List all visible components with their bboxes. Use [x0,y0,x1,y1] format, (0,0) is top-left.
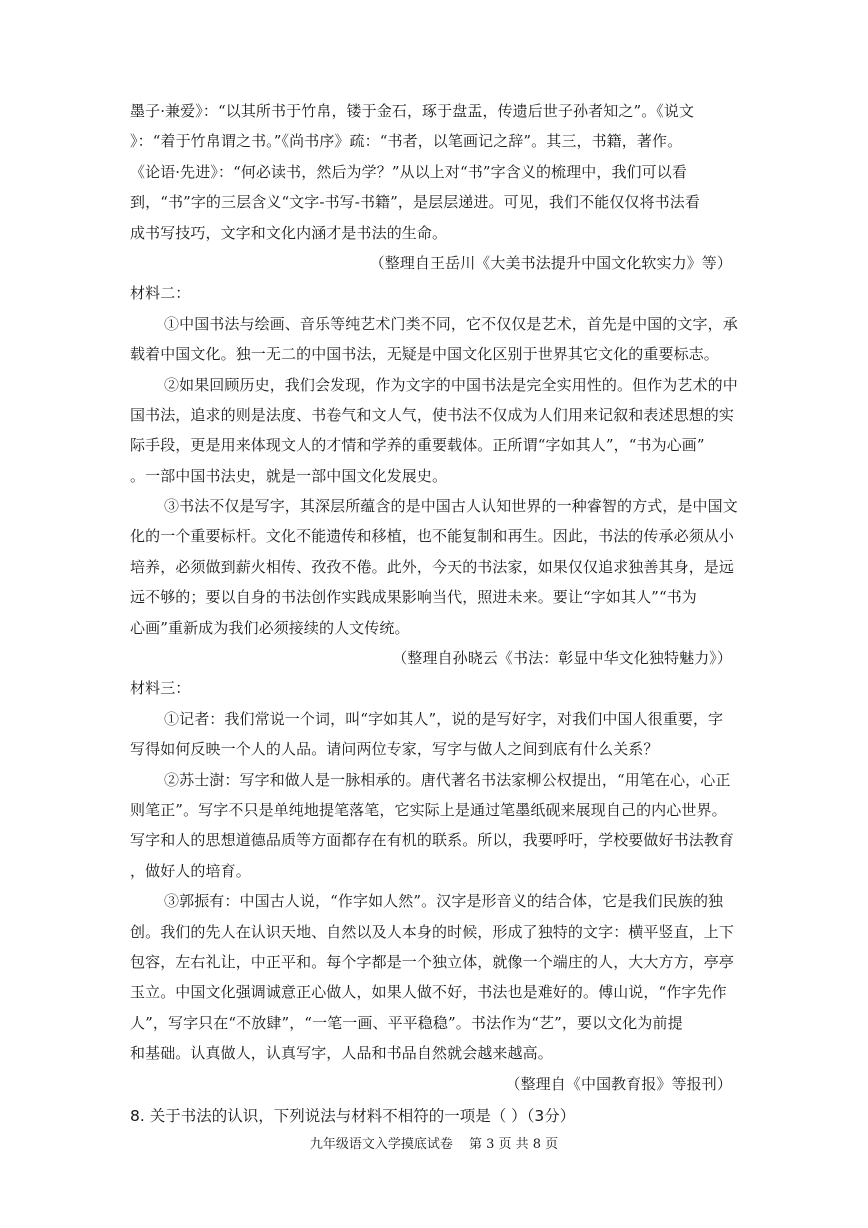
text-line: 化的一个重要标杆。文化不能遗传和移植，也不能复制和再生。因此，书法的传承必须从小 [130,527,735,546]
text-line: 人”，写字只在“不放肆”，“一笔一画、平平稳稳”。书法作为“艺”，要以文化为前提 [130,1013,683,1032]
text-line: 和基础。认真做人，认真写字，人品和书品自然就会越来越高。 [130,1044,553,1063]
text-line: 。一部中国书法史，就是一部中国文化发展史。 [130,466,448,485]
text-line: 到，“书”字的三层含义“文字-书写-书籍”，是层层递进。可见，我们不能仅仅将书法看 [130,193,700,212]
text-line: ③书法不仅是写字，其深层所蕴含的是中国古人认知世界的一种睿智的方式，是中国文 [164,497,738,516]
text-line: 际手段，更是用来体现文人的才情和学养的重要载体。正所谓“字如其人”，“书为心画” [130,436,705,455]
text-line: 》：“着于竹帛谓之书。”《尚书序》疏：“书者，以笔画记之辞”。其三，书籍，著作。 [130,132,683,151]
text-line: 写字和人的思想道德品质等方面都存在有机的联系。所以，我要呼吁，学校要做好书法教育 [130,831,735,850]
intro-paragraph [130,96,742,248]
text-line: 载着中国文化。独一无二的中国书法，无疑是中国文化区别于世界其它文化的重要标志。 [130,345,719,364]
page-footer [0,1135,868,1155]
document-page [130,96,742,1131]
text-line: 远不够的；要以自身的书法创作实践成果影响当代，照进未来。要让“字如其人”“书为 [130,588,697,607]
text-line: 国书法，追求的则是法度、书卷气和文人气，使书法不仅成为人们用来记叙和表述思想的实 [130,405,735,424]
material-two-paragraph-3 [130,491,742,643]
material-two-paragraph-1 [130,309,742,370]
source-citation: （整理自王岳川《大美书法提升中国文化软实力》等） [369,253,732,272]
text-line: 墨子·兼爱》：“以其所书于竹帛，镂于金石，琢于盘盂，传遗后世子孙者知之”。《说文 [130,102,695,120]
text-line: ②苏士澍：写字和做人是一脉相承的。唐代著名书法家柳公权提出，“用笔在心，心正 [164,770,731,789]
text-line: 创。我们的先人在认识天地、自然以及人本身的时候，形成了独特的文字：横平竖直，上下 [130,922,735,941]
text-line: 心画”重新成为我们必须接续的人文传统。 [130,618,410,637]
source-citation: （整理自《中国教育报》等报刊） [505,1074,732,1093]
material-three-heading: 材料三： [130,679,191,698]
material-three-paragraph-1 [130,704,742,765]
source-citation: （整理自孙晓云《书法：彰显中华文化独特魅力》） [392,649,732,668]
text-line: 写得如何反映一个人的人品。请问两位专家，写字与做人之间到底有什么关系？ [130,740,659,759]
text-line: 培养，必须做到薪火相传、孜孜不倦。此外，今天的书法家，如果仅仅追求独善其身，是远 [130,557,735,576]
text-line: ③郭振有：中国古人说，“作字如人然”。汉字是形音义的结合体，它是我们民族的独 [164,892,724,911]
text-line: 《论语·先进》：“何必读书，然后为学？”从以上对“书”字含义的梳理中，我们可以看 [130,162,687,181]
material-two-paragraph-2 [130,370,742,492]
text-line: ②如果回顾历史，我们会发现，作为文字的中国书法是完全实用性的。但作为艺术的中 [164,375,738,394]
text-line: 玉立。中国文化强调诚意正心做人，如果人做不好，书法也是难好的。傅山说，“作字先作 [130,983,727,1002]
text-line: 包容，左右礼让，中正平和。每个字都是一个独立体，就像一个端庄的人，大大方方，亭亭 [130,952,735,971]
text-line: ①中国书法与绘画、音乐等纯艺术门类不同，它不仅仅是艺术，首先是中国的文字，承 [164,314,738,333]
text-line: 则笔正”。写字不只是单纯地提笔落笔，它实际上是通过笔墨纸砚来展现自己的内心世界。 [130,800,727,819]
text-line: ①记者：我们常说一个词，叫“字如其人”，说的是写好字，对我们中国人很重要，字 [164,709,724,728]
text-line: 成书写技巧，文字和文化内涵才是书法的生命。 [130,223,448,242]
page-number: 第 3 页 共 8 页 [468,1137,559,1152]
exam-title: 九年级语文入学摸底试卷 [309,1137,453,1152]
text-line: ，做好人的培育。 [130,861,251,880]
material-two-heading: 材料二： [130,284,191,303]
question-8: 8. 关于书法的认识，下列说法与材料不相符的一项是（ ）（3分） [130,1106,576,1125]
material-three-paragraph-2 [130,765,742,887]
material-three-paragraph-3 [130,886,742,1068]
